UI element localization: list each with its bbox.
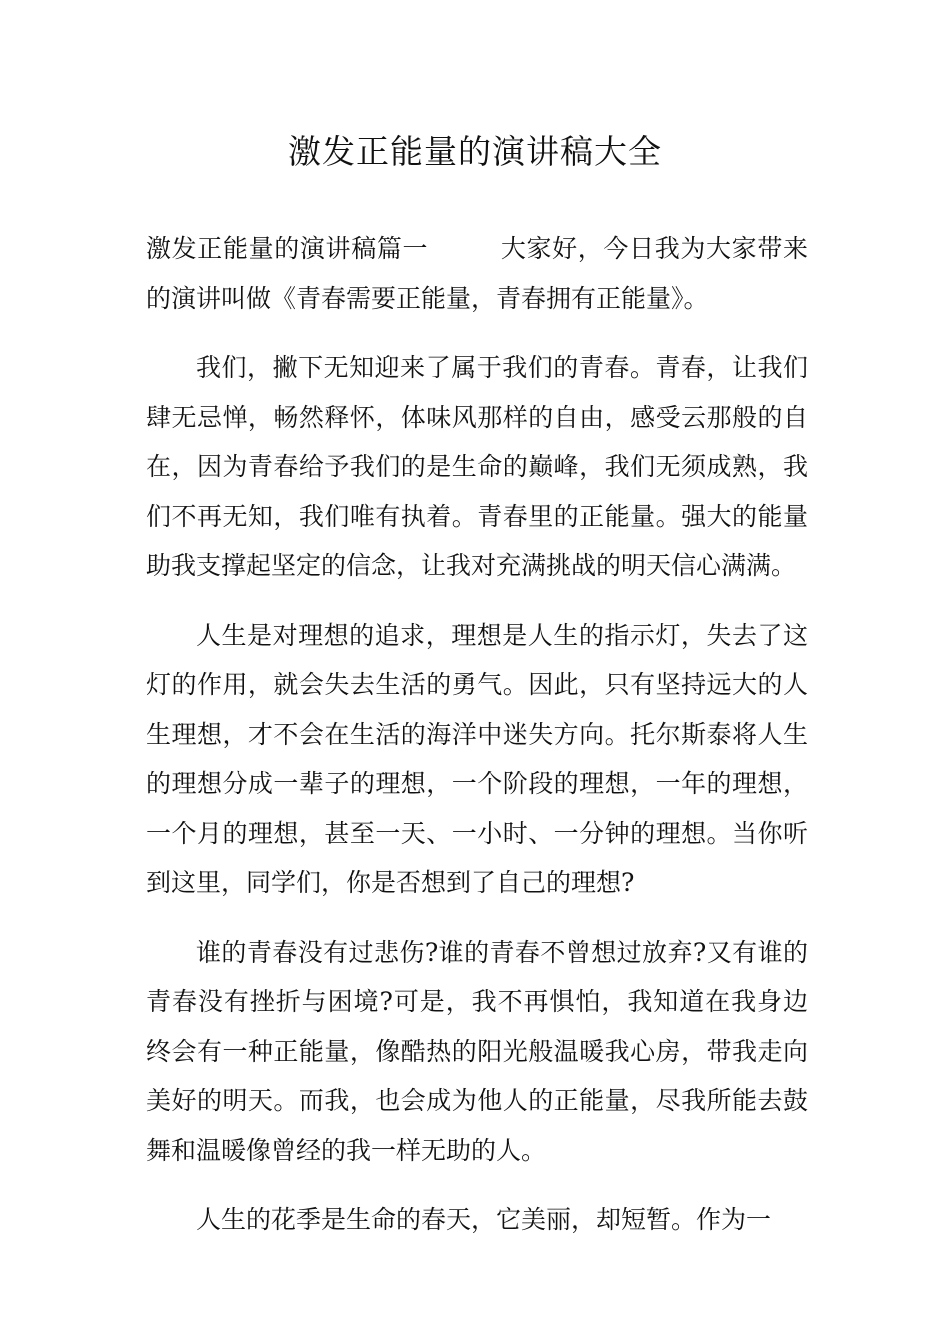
lead-text: 大家好，今日我为大家带来的演讲叫做《青春需要正能量，青春拥有正能量》。: [146, 234, 808, 313]
document-title: 激发正能量的演讲稿大全: [288, 132, 662, 171]
body-paragraph: 人生的花季是生命的春天，它美丽，却短暂。作为一: [196, 1205, 772, 1234]
body-paragraph: 我们，撇下无知迎来了属于我们的青春。青春，让我们肆无忌惮，畅然释怀，体味风那样的自由，感受云那般的自在，因为青春给予我们的是生命的巅峰，我们无须成熟，我们不再无知，我们唯有执着。青春里的正能量。强大的能量助我支撑起坚定的信念，让我对充满挑战的明天信心满满。: [146, 353, 808, 580]
body-paragraph: 谁的青春没有过悲伤?谁的青春不曾想过放弃?又有谁的青春没有挫折与困境?可是，我不再惧怕，我知道在我身边终会有一种正能量，像酷热的阳光般温暖我心房，带我走向美好的明天。而我，也会成为他人的正能量，尽我所能去鼓舞和温暖像曾经的我一样无助的人。: [146, 937, 808, 1165]
lead-paragraph: [146, 224, 808, 323]
document-body: [146, 224, 808, 1265]
section-label: 激发正能量的演讲稿篇一: [146, 234, 429, 263]
body-paragraph: 人生是对理想的追求，理想是人生的指示灯，失去了这灯的作用，就会失去生活的勇气。因此，只有坚持远大的人生理想，才不会在生活的海洋中迷失方向。托尔斯泰将人生的理想分成一辈子的理想，一个阶段的理想，一年的理想，一个月的理想，甚至一天、一小时、一分钟的理想。当你听到这里，同学们，你是否想到了自己的理想?: [146, 620, 808, 897]
